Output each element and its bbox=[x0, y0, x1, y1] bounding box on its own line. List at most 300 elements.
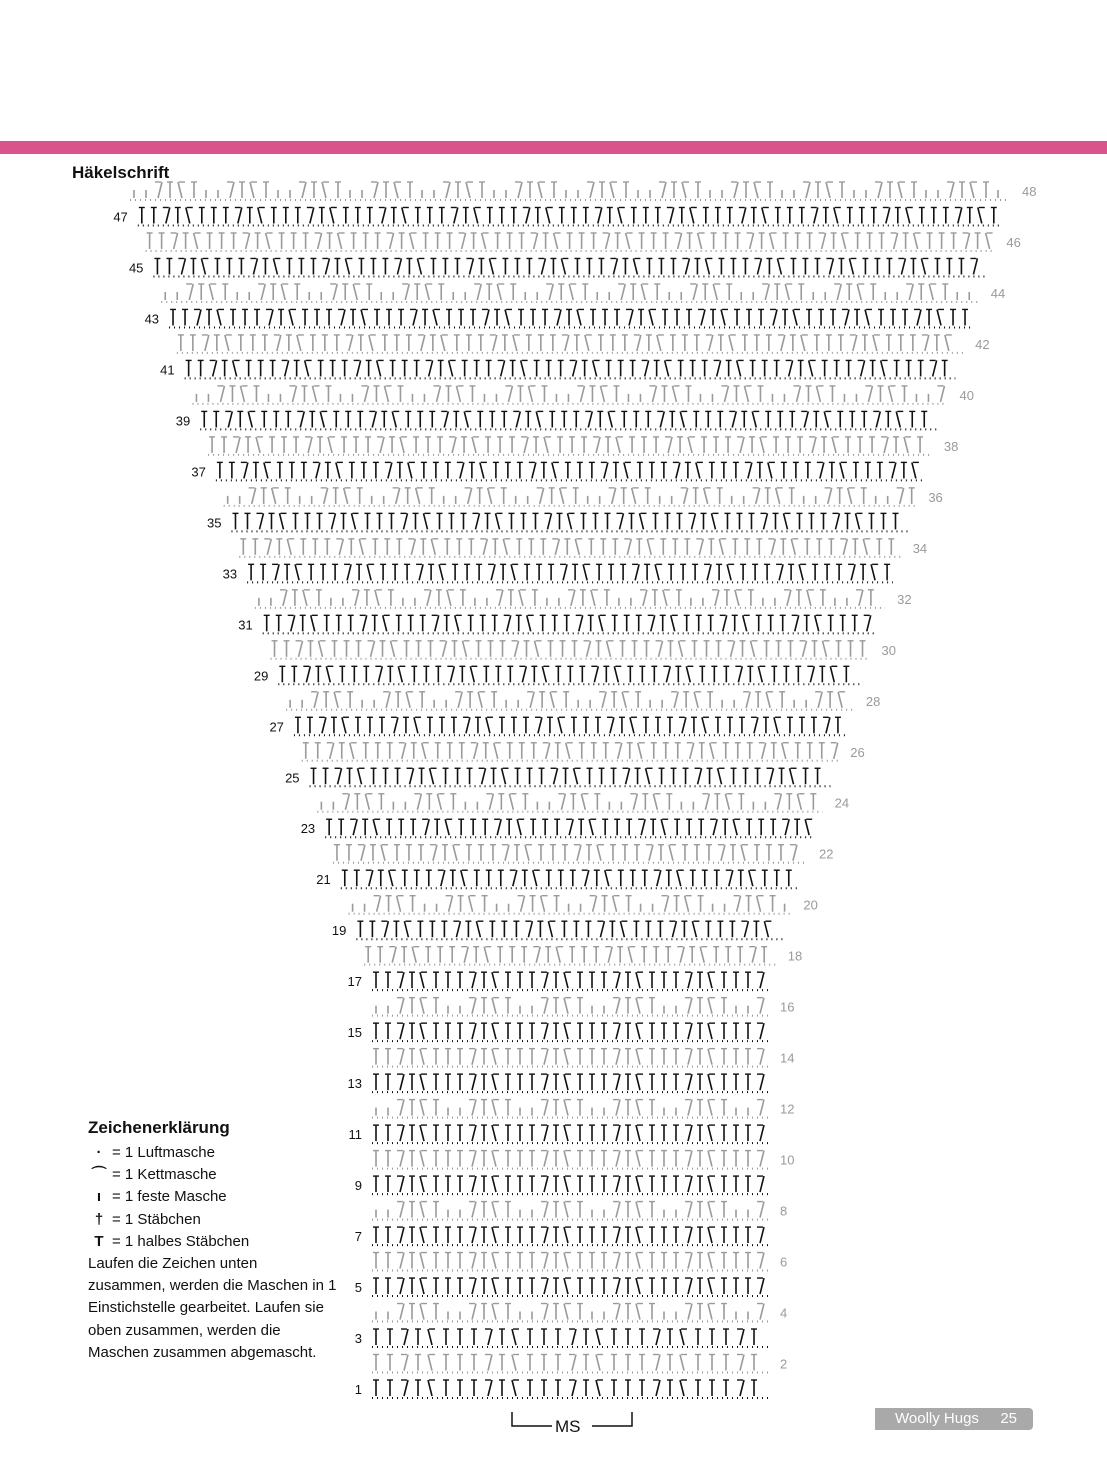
stitch-mark bbox=[536, 411, 540, 427]
stitch-mark bbox=[353, 284, 357, 300]
stitch-mark bbox=[694, 692, 698, 708]
stitch-mark bbox=[740, 1380, 744, 1396]
stitch-mark bbox=[322, 717, 326, 733]
stitch-mark bbox=[460, 462, 464, 478]
stitch-mark bbox=[441, 335, 445, 351]
stitch-mark bbox=[564, 1304, 568, 1320]
stitch-mark bbox=[452, 437, 456, 453]
stitch-mark bbox=[567, 513, 571, 529]
stitch-mark bbox=[220, 386, 224, 402]
stitch-mark bbox=[420, 1227, 424, 1243]
stitch-mark bbox=[503, 539, 507, 555]
stitch-mark bbox=[489, 258, 493, 274]
stitch-mark bbox=[425, 284, 429, 300]
stitch-mark bbox=[420, 1304, 424, 1320]
legend-item-double bbox=[88, 1209, 249, 1231]
stitch-mark bbox=[359, 539, 363, 555]
stitch-mark bbox=[651, 615, 655, 631]
stitch-mark bbox=[420, 1151, 424, 1167]
stitch-mark bbox=[641, 819, 645, 835]
stitch-mark bbox=[649, 845, 653, 861]
stitch-mark bbox=[482, 768, 486, 784]
stitch-mark bbox=[532, 462, 536, 478]
stitch-mark bbox=[711, 513, 715, 529]
stitch-mark bbox=[564, 1074, 568, 1090]
stitch-mark bbox=[768, 462, 772, 478]
stitch-mark bbox=[378, 666, 382, 682]
stitch-mark bbox=[636, 1227, 640, 1243]
stitch-mark bbox=[433, 845, 437, 861]
legend-item-half-double bbox=[88, 1231, 249, 1253]
stitch-mark bbox=[940, 386, 944, 402]
stitch-mark bbox=[823, 641, 827, 657]
row-number: 15 bbox=[347, 1025, 362, 1041]
chart-row bbox=[333, 845, 807, 863]
stitch-mark bbox=[760, 437, 764, 453]
stitch-mark bbox=[733, 819, 737, 835]
stitch-mark bbox=[616, 1176, 620, 1192]
stitch-mark bbox=[505, 309, 509, 325]
stitch-mark bbox=[805, 819, 809, 835]
stitch-mark bbox=[718, 768, 722, 784]
stitch-mark bbox=[314, 692, 318, 708]
stitch-mark bbox=[735, 590, 739, 606]
stitch-mark bbox=[486, 717, 490, 733]
stitch-mark bbox=[400, 1023, 404, 1039]
stitch-mark bbox=[682, 182, 686, 198]
stitch-mark bbox=[420, 1074, 424, 1090]
stitch-mark bbox=[477, 284, 481, 300]
stitch-mark bbox=[266, 233, 270, 249]
stitch-mark bbox=[702, 717, 706, 733]
stitch-mark bbox=[677, 870, 681, 886]
stitch-mark bbox=[544, 1278, 548, 1294]
stitch-mark bbox=[419, 564, 423, 580]
stitch-mark bbox=[760, 1151, 764, 1167]
stitch-mark bbox=[707, 564, 711, 580]
stitch-mark bbox=[958, 207, 962, 223]
stitch-mark bbox=[672, 921, 676, 937]
chart-row bbox=[372, 1380, 768, 1398]
stitch-mark bbox=[656, 1355, 660, 1371]
row-number: 10 bbox=[780, 1152, 795, 1168]
stitch-mark bbox=[512, 1355, 516, 1371]
stitch-mark bbox=[596, 1329, 600, 1345]
stitch-mark bbox=[793, 845, 797, 861]
chain-stitch-icon: · bbox=[96, 1144, 102, 1161]
stitch-mark bbox=[756, 488, 760, 504]
stitch-mark bbox=[727, 564, 731, 580]
stitch-mark bbox=[372, 411, 376, 427]
stitch-mark bbox=[194, 233, 198, 249]
chart-row bbox=[208, 437, 932, 455]
stitch-mark bbox=[810, 666, 814, 682]
stitch-mark bbox=[492, 1125, 496, 1141]
stitch-mark bbox=[837, 284, 841, 300]
stitch-mark bbox=[779, 564, 783, 580]
stitch-mark bbox=[564, 1100, 568, 1116]
row-number: 34 bbox=[912, 540, 928, 556]
chart-title: Häkelschrift bbox=[72, 163, 170, 182]
stitch-mark bbox=[636, 1278, 640, 1294]
stitch-mark bbox=[632, 488, 636, 504]
chart-row bbox=[356, 921, 783, 939]
chart-row bbox=[372, 1227, 768, 1245]
row-number: 31 bbox=[238, 617, 253, 633]
row-number: 2 bbox=[780, 1356, 788, 1372]
stitch-mark bbox=[820, 462, 824, 478]
stitch-mark bbox=[680, 947, 684, 963]
stitch-mark bbox=[275, 564, 279, 580]
stitch-mark bbox=[652, 386, 656, 402]
stitch-mark bbox=[750, 233, 754, 249]
row-number: 38 bbox=[943, 438, 959, 454]
stitch-mark bbox=[428, 1329, 432, 1345]
stitch-mark bbox=[561, 794, 565, 810]
row-number: 28 bbox=[865, 693, 881, 709]
stitch-mark bbox=[400, 1125, 404, 1141]
stitch-mark bbox=[785, 284, 789, 300]
stitch-mark bbox=[752, 947, 756, 963]
stitch-mark bbox=[541, 896, 545, 912]
stitch-mark bbox=[572, 1329, 576, 1345]
stitch-mark bbox=[708, 1304, 712, 1320]
stitch-mark bbox=[445, 819, 449, 835]
stitch-mark bbox=[616, 1100, 620, 1116]
stitch-mark bbox=[554, 233, 558, 249]
stitch-mark bbox=[355, 590, 359, 606]
stitch-mark bbox=[641, 284, 645, 300]
stitch-mark bbox=[213, 360, 217, 376]
stitch-mark bbox=[688, 1023, 692, 1039]
stitch-mark bbox=[688, 998, 692, 1014]
single-crochet-icon: ı bbox=[96, 1188, 102, 1206]
stitch-mark bbox=[324, 488, 328, 504]
stitch-mark bbox=[724, 386, 728, 402]
slip-stitch-icon: ⌒ bbox=[91, 1166, 107, 1184]
stitch-mark bbox=[264, 462, 268, 478]
stitch-mark bbox=[710, 743, 714, 759]
stitch-mark bbox=[388, 462, 392, 478]
stitch-mark bbox=[494, 743, 498, 759]
stitch-mark bbox=[394, 717, 398, 733]
stitch-mark bbox=[411, 539, 415, 555]
stitch-mark bbox=[596, 1355, 600, 1371]
stitch-mark bbox=[544, 998, 548, 1014]
stitch-mark bbox=[719, 539, 723, 555]
stitch-mark bbox=[705, 258, 709, 274]
stitch-mark bbox=[574, 768, 578, 784]
stitch-mark bbox=[521, 360, 525, 376]
stitch-mark bbox=[616, 1202, 620, 1218]
stitch-mark bbox=[594, 666, 598, 682]
stitch-mark bbox=[760, 1202, 764, 1218]
stitch-mark bbox=[382, 207, 386, 223]
legend bbox=[88, 1142, 249, 1253]
stitch-mark bbox=[757, 896, 761, 912]
row-number: 23 bbox=[300, 821, 316, 837]
stitch-mark bbox=[636, 1074, 640, 1090]
stitch-mark bbox=[472, 1023, 476, 1039]
footer-brand: Woolly Hugs bbox=[895, 1410, 979, 1427]
chart-row bbox=[349, 896, 792, 914]
stitch-mark bbox=[472, 1176, 476, 1192]
stitch-mark bbox=[181, 258, 185, 274]
stitch-mark bbox=[505, 845, 509, 861]
stitch-mark bbox=[679, 641, 683, 657]
stitch-mark bbox=[400, 998, 404, 1014]
stitch-mark bbox=[400, 1049, 404, 1065]
stitch-mark bbox=[443, 641, 447, 657]
chart-row bbox=[317, 794, 822, 812]
chart-row bbox=[224, 488, 917, 506]
stitch-mark bbox=[328, 437, 332, 453]
chart-row bbox=[192, 386, 947, 404]
stitch-mark bbox=[472, 437, 476, 453]
stitch-mark bbox=[688, 1227, 692, 1243]
stitch-mark bbox=[782, 743, 786, 759]
stitch-mark bbox=[859, 590, 863, 606]
chart-row bbox=[372, 1049, 768, 1067]
stitch-mark bbox=[708, 1253, 712, 1269]
stitch-mark bbox=[564, 1176, 568, 1192]
stitch-mark bbox=[554, 768, 558, 784]
stitch-mark bbox=[705, 794, 709, 810]
stitch-mark bbox=[299, 641, 303, 657]
stitch-mark bbox=[456, 921, 460, 937]
chart-row bbox=[130, 182, 1010, 200]
stitch-mark bbox=[517, 819, 521, 835]
stitch-mark bbox=[693, 284, 697, 300]
stitch-mark bbox=[688, 437, 692, 453]
stitch-mark bbox=[392, 947, 396, 963]
stitch-mark bbox=[776, 488, 780, 504]
stitch-mark bbox=[413, 309, 417, 325]
stitch-mark bbox=[607, 641, 611, 657]
stitch-mark bbox=[400, 437, 404, 453]
stitch-mark bbox=[516, 411, 520, 427]
stitch-mark bbox=[454, 207, 458, 223]
stitch-mark bbox=[429, 360, 433, 376]
stitch-mark bbox=[491, 564, 495, 580]
stitch-mark bbox=[815, 615, 819, 631]
stitch-mark bbox=[472, 1151, 476, 1167]
stitch-mark bbox=[746, 692, 750, 708]
stitch-mark bbox=[593, 896, 597, 912]
stitch-mark bbox=[464, 947, 468, 963]
stitch-mark bbox=[492, 1176, 496, 1192]
stitch-mark bbox=[528, 386, 532, 402]
stitch-mark bbox=[569, 819, 573, 835]
stitch-mark bbox=[281, 284, 285, 300]
stitch-mark bbox=[765, 284, 769, 300]
row-number: 4 bbox=[780, 1305, 788, 1321]
stitch-mark bbox=[604, 462, 608, 478]
stitch-mark bbox=[557, 309, 561, 325]
stitch-mark bbox=[659, 641, 663, 657]
stitch-mark bbox=[472, 1074, 476, 1090]
stitch-mark bbox=[248, 411, 252, 427]
stitch-mark bbox=[616, 1151, 620, 1167]
chart-row bbox=[372, 1074, 768, 1092]
stitch-mark bbox=[556, 947, 560, 963]
stitch-mark bbox=[361, 845, 365, 861]
stitch-mark bbox=[674, 692, 678, 708]
stitch-mark bbox=[472, 1125, 476, 1141]
stitch-mark bbox=[488, 1329, 492, 1345]
stitch-mark bbox=[886, 207, 890, 223]
stitch-mark bbox=[402, 207, 406, 223]
stitch-mark bbox=[552, 462, 556, 478]
stitch-mark bbox=[564, 1125, 568, 1141]
stitch-mark bbox=[636, 1049, 640, 1065]
row-number: 27 bbox=[269, 719, 284, 735]
stitch-mark bbox=[549, 284, 553, 300]
stitch-mark bbox=[917, 309, 921, 325]
stitch-mark bbox=[612, 488, 616, 504]
chart-row bbox=[185, 360, 956, 378]
stitch-mark bbox=[762, 207, 766, 223]
half-double-crochet-icon: T bbox=[94, 1232, 104, 1250]
stitch-mark bbox=[826, 717, 830, 733]
stitch-mark bbox=[758, 666, 762, 682]
stitch-mark bbox=[238, 207, 242, 223]
stitch-mark bbox=[829, 258, 833, 274]
stitch-mark bbox=[708, 1202, 712, 1218]
stitch-mark bbox=[564, 1023, 568, 1039]
stitch-mark bbox=[416, 488, 420, 504]
stitch-mark bbox=[680, 1355, 684, 1371]
stitch-mark bbox=[704, 488, 708, 504]
stitch-mark bbox=[358, 768, 362, 784]
stitch-mark bbox=[493, 335, 497, 351]
stitch-mark bbox=[565, 335, 569, 351]
stitch-mark bbox=[884, 437, 888, 453]
stitch-mark bbox=[405, 284, 409, 300]
stitch-mark bbox=[600, 921, 604, 937]
stitch-mark bbox=[824, 411, 828, 427]
stitch-mark bbox=[420, 1202, 424, 1218]
stitch-mark bbox=[618, 743, 622, 759]
stitch-mark bbox=[740, 1355, 744, 1371]
stitch-mark bbox=[688, 972, 692, 988]
stitch-mark bbox=[492, 1253, 496, 1269]
stitch-mark bbox=[246, 233, 250, 249]
stitch-mark bbox=[544, 1125, 548, 1141]
stitch-mark bbox=[688, 1304, 692, 1320]
stitch-mark bbox=[577, 309, 581, 325]
stitch-mark bbox=[647, 539, 651, 555]
stitch-mark bbox=[384, 921, 388, 937]
chart-row bbox=[372, 1253, 768, 1271]
stitch-mark bbox=[713, 284, 717, 300]
stitch-mark bbox=[696, 462, 700, 478]
stitch-mark bbox=[285, 360, 289, 376]
stitch-mark bbox=[616, 1253, 620, 1269]
stitch-mark bbox=[748, 462, 752, 478]
stitch-mark bbox=[774, 717, 778, 733]
chart-row bbox=[372, 1304, 768, 1322]
stitch-mark bbox=[760, 1278, 764, 1294]
stitch-mark bbox=[809, 360, 813, 376]
stitch-mark bbox=[581, 794, 585, 810]
stitch-mark bbox=[709, 335, 713, 351]
stitch-mark bbox=[404, 921, 408, 937]
page-number: 25 bbox=[1000, 1410, 1017, 1427]
stitch-mark bbox=[873, 335, 877, 351]
stitch-mark bbox=[564, 1049, 568, 1065]
stitch-mark bbox=[894, 233, 898, 249]
stitch-mark bbox=[680, 1380, 684, 1396]
stitch-mark bbox=[638, 743, 642, 759]
stitch-mark bbox=[680, 1329, 684, 1345]
stitch-mark bbox=[373, 819, 377, 835]
stitch-mark bbox=[851, 564, 855, 580]
stitch-mark bbox=[699, 539, 703, 555]
stitch-mark bbox=[550, 692, 554, 708]
stitch-mark bbox=[682, 717, 686, 733]
row-number: 43 bbox=[144, 311, 160, 327]
stitch-mark bbox=[536, 947, 540, 963]
row-number: 16 bbox=[780, 999, 795, 1015]
stitch-mark bbox=[807, 590, 811, 606]
stitch-mark bbox=[420, 1176, 424, 1192]
stitch-mark bbox=[588, 411, 592, 427]
stitch-mark bbox=[319, 641, 323, 657]
stitch-mark bbox=[466, 182, 470, 198]
stitch-mark bbox=[708, 1074, 712, 1090]
chart-row bbox=[372, 972, 768, 990]
stitch-mark bbox=[580, 386, 584, 402]
stitch-mark bbox=[244, 462, 248, 478]
stitch-mark bbox=[488, 488, 492, 504]
stitch-mark bbox=[575, 539, 579, 555]
stitch-mark bbox=[636, 1151, 640, 1167]
stitch-mark bbox=[925, 335, 929, 351]
row-number: 19 bbox=[331, 923, 347, 939]
stitch-mark bbox=[900, 488, 904, 504]
stitch-mark bbox=[616, 1074, 620, 1090]
stitch-mark bbox=[464, 411, 468, 427]
stitch-mark bbox=[892, 462, 896, 478]
stitch-mark bbox=[363, 615, 367, 631]
stitch-mark bbox=[764, 921, 768, 937]
stitch-mark bbox=[421, 335, 425, 351]
row-number: 45 bbox=[128, 260, 144, 276]
chart-row bbox=[364, 947, 776, 965]
chart-row bbox=[372, 1355, 768, 1373]
stitch-mark bbox=[816, 386, 820, 402]
stitch-mark bbox=[310, 207, 314, 223]
stitch-mark bbox=[420, 1278, 424, 1294]
stitch-mark bbox=[547, 513, 551, 529]
stitch-mark bbox=[400, 1074, 404, 1090]
row-number: 20 bbox=[803, 897, 818, 913]
stitch-mark bbox=[436, 386, 440, 402]
stitch-mark bbox=[273, 258, 277, 274]
stitch-mark bbox=[670, 207, 674, 223]
stitch-mark bbox=[881, 360, 885, 376]
stitch-mark bbox=[620, 921, 624, 937]
stitch-mark bbox=[544, 1176, 548, 1192]
stitch-mark bbox=[853, 335, 857, 351]
stitch-mark bbox=[653, 794, 657, 810]
stitch-mark bbox=[610, 182, 614, 198]
stitch-mark bbox=[287, 539, 291, 555]
stitch-mark bbox=[158, 182, 162, 198]
stitch-mark bbox=[209, 284, 213, 300]
stitch-mark bbox=[338, 233, 342, 249]
